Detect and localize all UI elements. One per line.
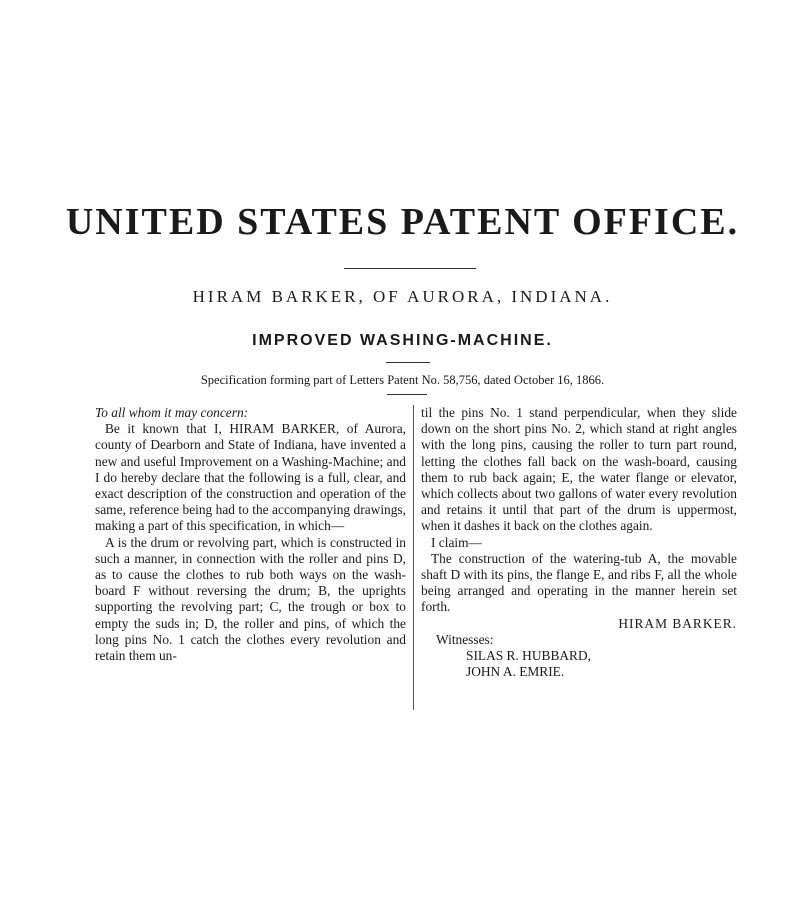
title-rule-2 bbox=[386, 362, 430, 363]
specification-line: Specification forming part of Letters Patent No. 58,756, dated October 16, 1866. bbox=[200, 373, 605, 387]
title-rule bbox=[344, 268, 476, 269]
inventor-line: HIRAM BARKER, OF AURORA, INDIANA. bbox=[192, 287, 613, 306]
witness-name-1: SILAS R. HUBBARD, bbox=[466, 648, 592, 664]
left-paragraph-2: A is the drum or revolving part, which is constructed in such a manner, in connection with the roller and pins D, as to cause the clothes to rub both ways on the wash-board F without reversing the drum; B, the uprights supporting the revolving part; C, the trough or box to empty the suds in; D, the roller and pins, of which the long pins No. 1 catch the clothes every revolution and retain them un- bbox=[95, 534, 406, 664]
right-paragraph-1: til the pins No. 1 stand perpendicular, when they slide down on the short pins No. 2, which stand at right angles with the long pins, causing the roller to turn part round, letting the clothes fall back on the wash-board, causing them to rub back again; E, the water flange or elevator, which collects about two gallons of water every revolution and retains it until that part of the drum is uppermost, when it dashes it back on the clothes again. bbox=[421, 405, 737, 534]
invention-title: IMPROVED WASHING-MACHINE. bbox=[252, 332, 553, 349]
column-divider bbox=[413, 405, 414, 710]
left-column bbox=[95, 405, 406, 664]
body-rule bbox=[387, 394, 427, 395]
greeting: To all whom it may concern: bbox=[95, 405, 249, 420]
witness-name-2: JOHN A. EMRIE. bbox=[466, 664, 565, 680]
witnesses-label: Witnesses: bbox=[436, 631, 494, 647]
office-title: UNITED STATES PATENT OFFICE. bbox=[65, 201, 740, 243]
signature: HIRAM BARKER. bbox=[618, 615, 737, 631]
claim-text: The construction of the watering-tub A, the movable shaft D with its pins, the flange E, and ribs F, all the whole being arranged and operating in the manner herein set forth. bbox=[421, 550, 737, 615]
claim-intro: I claim— bbox=[431, 534, 482, 550]
left-paragraph-1: Be it known that I, HIRAM BARKER, of Aurora, county of Dearborn and State of Indiana, have invented a new and useful Improvement on a Washing-Machine; and I do hereby declare that the following is a full, clear, and exact description of the construction and operation of the same, reference being had to the accompanying drawings, making a part of this specification, in which— bbox=[95, 421, 406, 534]
right-column bbox=[421, 405, 737, 680]
